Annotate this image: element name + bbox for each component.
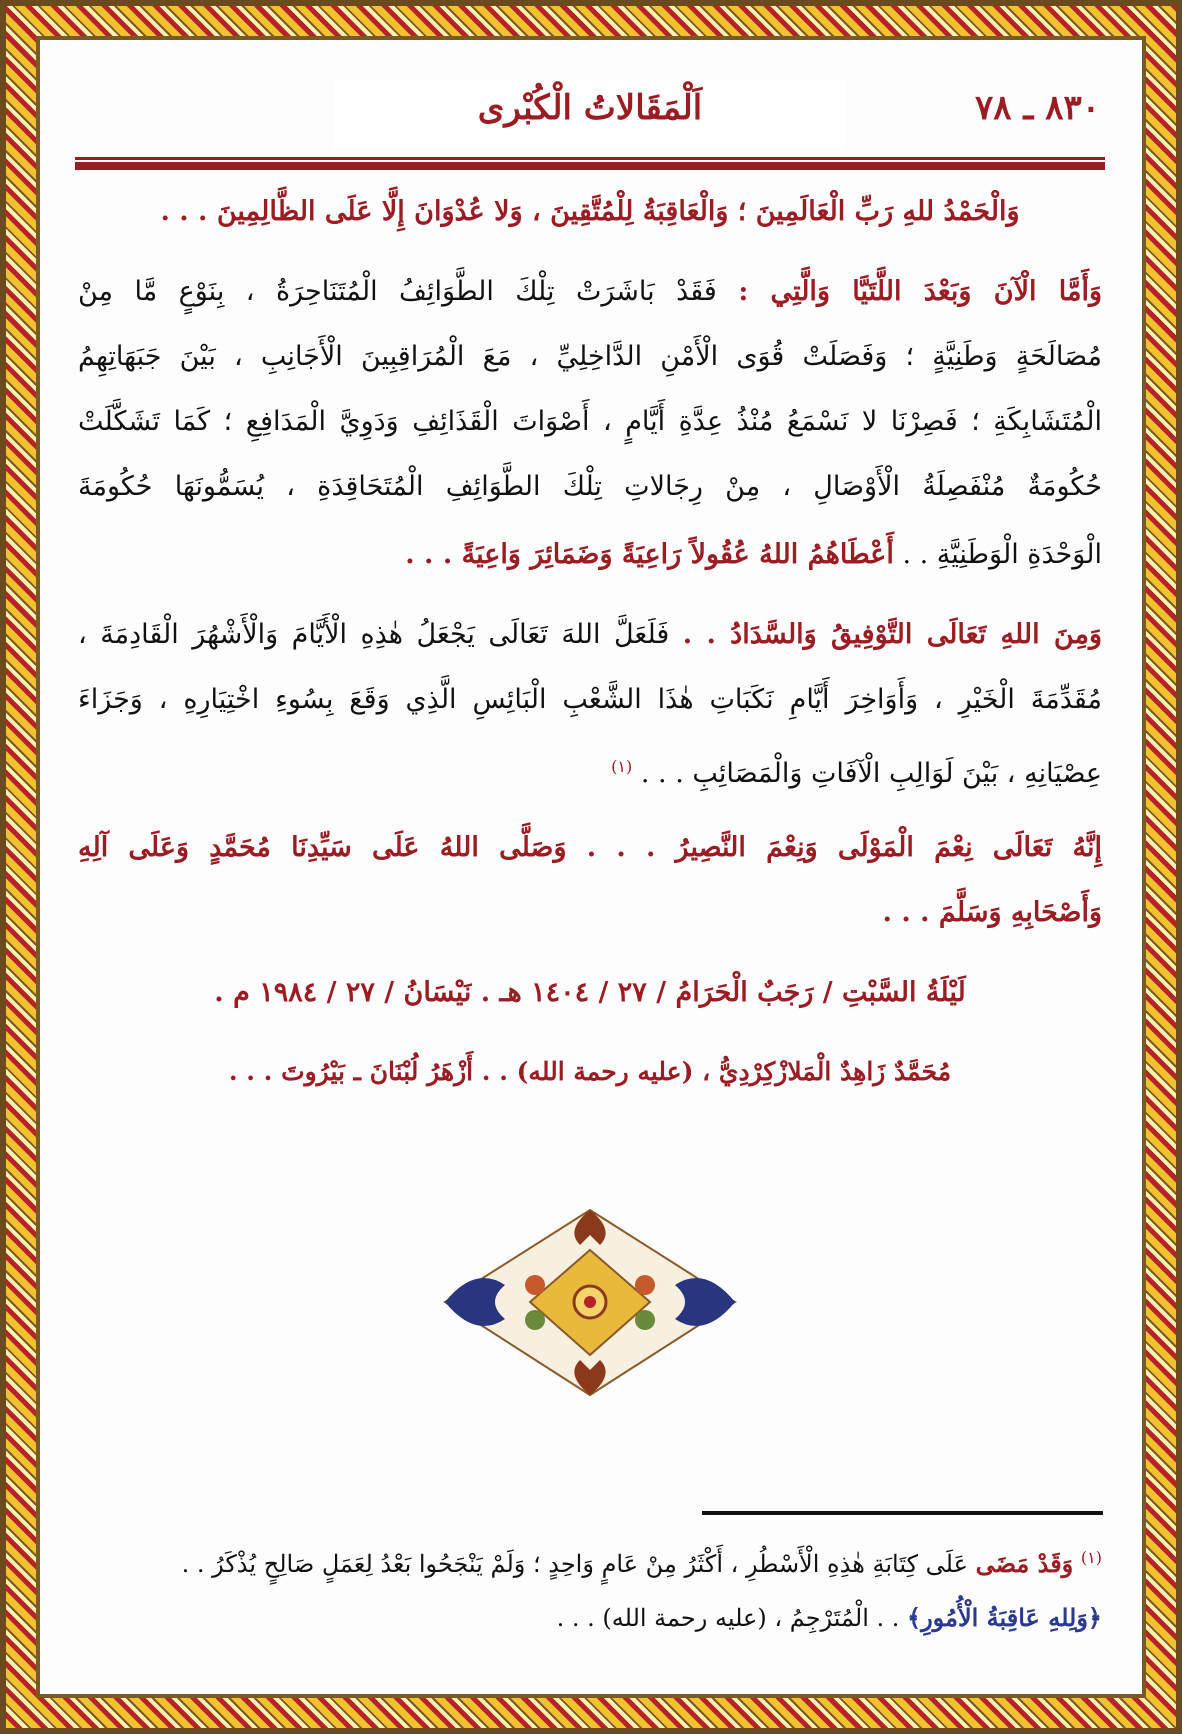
red-phrase: وَقَدْ مَضَى [975, 1549, 1074, 1578]
red-phrase: وَأَمَّا الْآنَ وَبَعْدَ اللَّتَيَّا وَالَّتِي : [738, 276, 1102, 307]
footnote-separator [702, 1511, 1103, 1515]
paragraph-line [78, 747, 1102, 794]
footnote-marker: (١) [1080, 1548, 1102, 1567]
footnote-line [78, 1540, 1102, 1582]
paragraph-line: الْمُتَشَابِكَةِ ؛ فَصِرْنَا لا نَسْمَعُ مُنْذُ عِدَّةِ أَيَّامٍ ، أَصْوَاتَ الْقَذَائِفِ وَدَوِيَّ الْمَدَافِعِ ؛ كَمَا تَشَكَّلَتْ [78, 406, 1102, 437]
text: الْوَحْدَةِ الْوَطَنِيَّةِ . . [902, 539, 1102, 570]
text: فَلَعَلَّ اللهَ تَعَالَى يَجْعَلُ هٰذِهِ الْأَيَّامَ وَالْأَشْهُرَ الْقَادِمَةَ ، [78, 619, 670, 650]
text: . . الْمُتَرْجِمُ ، (عليه رحمة الله) . . . [556, 1604, 900, 1632]
quran-verse: ﴿وَلِلهِ عَاقِبَةُ الْأُمُورِ﴾ [907, 1603, 1102, 1632]
footnote-reference[interactable]: (١) [611, 757, 633, 776]
text: عَلَى كِتَابَةِ هٰذِهِ الْأَسْطُرِ ، أَكْثَرُ مِنْ عَامٍ وَاحِدٍ ؛ وَلَمْ يَنْجَحُوا بَعْدُ لِعَمَلٍ صَالِحٍ يُذْكَرُ . . [181, 1550, 968, 1578]
header-rule [75, 157, 1105, 160]
closing-line: إِنَّهُ تَعَالَى نِعْمَ الْمَوْلَى وَنِعْمَ النَّصِيرُ . . . وَصَلَّى اللهُ عَلَى سَيِّدِنَا مُحَمَّدٍ وَعَلَى آلِهِ [78, 832, 1102, 863]
closing-line: وَأَصْحَابِهِ وَسَلَّمَ . . . [882, 897, 1102, 928]
paragraph-line: مُصَالَحَةٍ وَطَنِيَّةٍ ؛ وَفَصَلَتْ قُوَى الْأَمْنِ الدَّاخِلِيِّ ، مَعَ الْمُرَاقِبِينَ الْأَجَانِبِ ، بَيْنَ جَبَهَاتِهِمُ [78, 341, 1102, 372]
signature-line: مُحَمَّدٌ زَاهِدٌ الْمَلازْكِرْدِيُّ ، (عليه رحمة الله) . . أَزْهَرُ لُبْنَانَ ـ بَيْرُوتَ . . . [228, 1057, 952, 1086]
header-rule-thick [75, 162, 1105, 170]
paragraph-line [78, 272, 1102, 312]
text: عِصْيَانِهِ ، بَيْنَ لَوَالِبِ الْآفَاتِ وَالْمَصَائِبِ . . . [640, 758, 1102, 789]
red-phrase: وَمِنَ اللهِ تَعَالَى التَّوْفِيقُ وَالسَّدَادُ . . [682, 619, 1102, 650]
paragraph-line: حُكُومَةٌ مُنْفَصِلَةُ الْأَوْصَالِ ، مِنْ رِجَالاتِ تِلْكَ الطَّوَائِفِ الْمُتَحَاقِدَةِ ، يُسَمُّونَهَا حُكُومَةَ [78, 471, 1102, 502]
paragraph-line [78, 615, 1102, 655]
footnote-line [78, 1600, 1102, 1636]
red-phrase: أَعْطَاهُمُ اللهُ عُقُولاً رَاعِيَةً وَضَمَائِرَ وَاعِيَةً . . . [405, 539, 894, 570]
ornament-icon [435, 1205, 745, 1400]
opening-line: وَالْحَمْدُ للهِ رَبِّ الْعَالَمِينَ ؛ وَالْعَاقِبَةُ لِلْمُتَّقِينَ ، وَلا عُدْوَانَ إِلَّا عَلَى الظَّالِمِينَ . . . [160, 196, 1020, 227]
paragraph-line [78, 535, 1102, 575]
paragraph-line: مُقَدِّمَةَ الْخَيْرِ ، وَأَوَاخِرَ أَيَّامِ نَكَبَاتِ هٰذَا الشَّعْبِ الْبَائِسِ الَّذِي وَقَعَ بِسُوءِ اخْتِيَارِهِ ، وَجَزَاءَ [78, 684, 1102, 715]
date-line: لَيْلَةُ السَّبْتِ / رَجَبٌ الْحَرَامُ / ٢٧ / ١٤٠٤ هـ . نَيْسَانُ / ٢٧ / ١٩٨٤ م . [214, 977, 966, 1008]
page-number: ٨٣٠ ـ ٧٨ [975, 88, 1100, 128]
text: فَقَدْ بَاشَرَتْ تِلْكَ الطَّوَائِفُ الْمُتَنَاحِرَةُ ، بِنَوْعٍ مَّا مِنْ [78, 276, 717, 307]
page-title: اَلْمَقَالاتُ الْكُبْرى [477, 88, 703, 128]
